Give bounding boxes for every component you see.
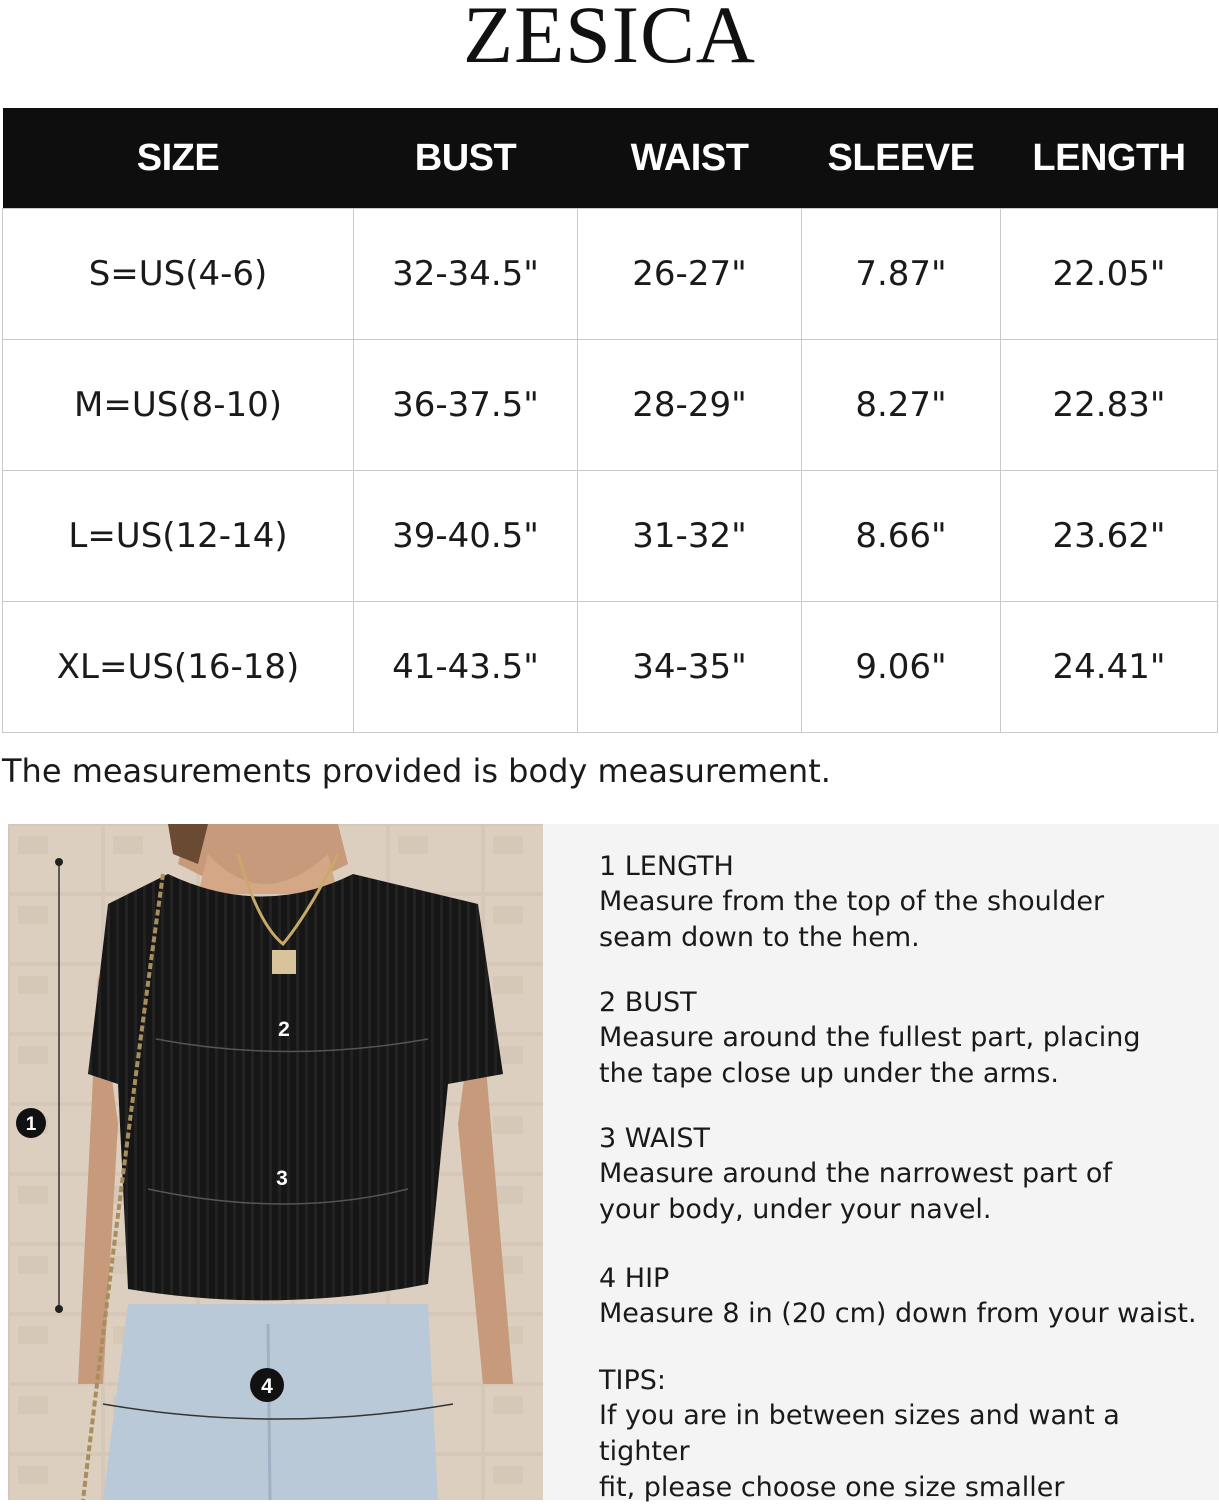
cell-size: M=US(8-10) bbox=[3, 340, 354, 471]
guide-line: Measure around the narrowest part of bbox=[599, 1158, 1112, 1189]
cell-length: 22.05" bbox=[1001, 209, 1218, 340]
guide-line: the tape close up under the arms. bbox=[599, 1058, 1059, 1089]
header-waist: WAIST bbox=[578, 108, 802, 209]
guide-line: If you are in between sizes and want a tighter bbox=[599, 1400, 1120, 1467]
table-header-row bbox=[3, 108, 1218, 209]
guide-tips bbox=[599, 1364, 1219, 1506]
cell-size: XL=US(16-18) bbox=[3, 602, 354, 733]
cell-sleeve: 9.06" bbox=[802, 602, 1001, 733]
marker-1 bbox=[16, 1108, 46, 1138]
marker-4 bbox=[250, 1368, 284, 1402]
cell-size: S=US(4-6) bbox=[3, 209, 354, 340]
cell-sleeve: 7.87" bbox=[802, 209, 1001, 340]
cell-length: 24.41" bbox=[1001, 602, 1218, 733]
guide-line: Measure around the fullest part, placing bbox=[599, 1022, 1141, 1053]
svg-text:1: 1 bbox=[25, 1114, 37, 1135]
cell-sleeve: 8.66" bbox=[802, 471, 1001, 602]
cell-size: L=US(12-14) bbox=[3, 471, 354, 602]
guide-bust bbox=[599, 986, 1219, 1092]
brand-logo: ZESICA bbox=[463, 0, 756, 80]
header-size: SIZE bbox=[3, 108, 354, 209]
table-row bbox=[3, 602, 1218, 733]
svg-text:3: 3 bbox=[276, 1167, 288, 1190]
guide-line: your body, under your navel. bbox=[599, 1194, 992, 1225]
cell-waist: 31-32" bbox=[578, 471, 802, 602]
measurement-note: The measurements provided is body measurement. bbox=[2, 752, 831, 790]
cell-bust: 36-37.5" bbox=[354, 340, 578, 471]
guide-line: Measure from the top of the shoulder bbox=[599, 886, 1105, 917]
table-row bbox=[3, 471, 1218, 602]
guide-title: 4 HIP bbox=[599, 1263, 670, 1294]
guide-title: 1 LENGTH bbox=[599, 851, 734, 882]
header-length: LENGTH bbox=[1001, 108, 1218, 209]
size-chart-table bbox=[2, 108, 1218, 733]
guide-line: Measure 8 in (20 cm) down from your waist. bbox=[599, 1298, 1197, 1329]
marker-2 bbox=[278, 1018, 290, 1041]
cell-waist: 34-35" bbox=[578, 602, 802, 733]
cell-bust: 39-40.5" bbox=[354, 471, 578, 602]
guide-waist bbox=[599, 1122, 1219, 1228]
guide-length bbox=[599, 850, 1219, 956]
header-sleeve: SLEEVE bbox=[802, 108, 1001, 209]
guide-title: 3 WAIST bbox=[599, 1123, 711, 1154]
guide-line: seam down to the hem. bbox=[599, 922, 920, 953]
cell-bust: 41-43.5" bbox=[354, 602, 578, 733]
marker-3 bbox=[276, 1167, 288, 1190]
table-row bbox=[3, 340, 1218, 471]
guide-title: TIPS: bbox=[599, 1365, 666, 1396]
guide-line: fit, please choose one size smaller bbox=[599, 1472, 1065, 1503]
guide-title: 2 BUST bbox=[599, 987, 697, 1018]
measurement-guide-panel bbox=[543, 824, 1219, 1503]
cell-bust: 32-34.5" bbox=[354, 209, 578, 340]
svg-text:2: 2 bbox=[278, 1018, 290, 1041]
cell-waist: 26-27" bbox=[578, 209, 802, 340]
cell-waist: 28-29" bbox=[578, 340, 802, 471]
cell-length: 23.62" bbox=[1001, 471, 1218, 602]
svg-text:4: 4 bbox=[261, 1375, 273, 1398]
guide-hip bbox=[599, 1262, 1219, 1332]
header-bust: BUST bbox=[354, 108, 578, 209]
table-row bbox=[3, 209, 1218, 340]
cell-length: 22.83" bbox=[1001, 340, 1218, 471]
cell-sleeve: 8.27" bbox=[802, 340, 1001, 471]
model-photo bbox=[8, 824, 543, 1500]
